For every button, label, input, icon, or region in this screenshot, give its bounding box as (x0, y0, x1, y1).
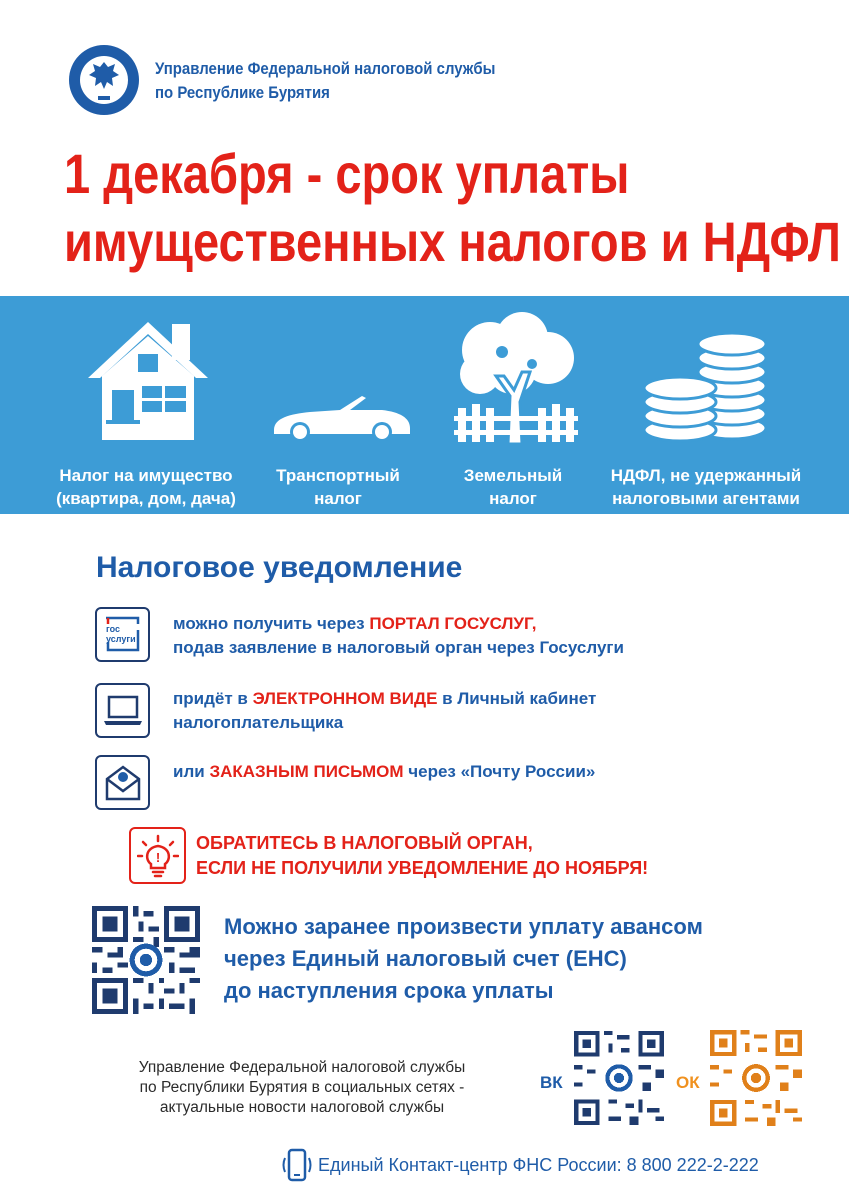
tree-fence-icon (452, 312, 582, 444)
qr-code-ens[interactable] (92, 906, 200, 1014)
qr-code-vk[interactable] (574, 1030, 664, 1126)
notice-item-line1 (173, 687, 596, 711)
envelope-box (95, 755, 150, 810)
notice-item-gosuslugi (173, 612, 624, 660)
ok-label: ОК (676, 1073, 700, 1092)
notice-item-text: придёт в (173, 689, 253, 708)
social-networks-text (92, 1058, 512, 1118)
tax-caption-line1: Налог на имущество (59, 466, 233, 485)
notice-item-text: или (173, 762, 210, 781)
notice-item-highlight: ЗАКАЗНЫМ ПИСЬМОМ (209, 762, 404, 781)
org-title (155, 57, 525, 105)
notice-item-text: в Личный кабинет (437, 689, 597, 708)
social-line1: Управление Федеральной налоговой службы (138, 1059, 466, 1076)
tax-caption-line2: налоговыми агентами (612, 489, 800, 508)
notice-item-highlight: ПОРТАЛ ГОСУСЛУГ, (369, 614, 537, 633)
org-title-line1: Управление Федеральной налоговой службы (155, 59, 496, 78)
notice-item-line2: налогоплательщика (173, 713, 344, 732)
svg-text:!: ! (155, 850, 161, 865)
social-line3: актуальные новости налоговой службы (159, 1099, 445, 1116)
tax-caption-line2: (квартира, дом, дача) (56, 489, 236, 508)
tax-caption-line1: Транспортный (276, 466, 400, 485)
laptop-box (95, 683, 150, 738)
qr-code-ok[interactable] (710, 1030, 802, 1126)
warning-text (196, 831, 648, 881)
tax-caption-line2: налог (489, 489, 537, 508)
tax-land-caption (440, 464, 586, 510)
advance-line2: через Единый налоговый счет (ЕНС) (224, 946, 627, 971)
gosuslugi-logo-text-1: гос (106, 624, 121, 634)
advance-line1: Можно заранее произвести уплату авансом (224, 914, 703, 939)
notice-item-mail (173, 760, 595, 784)
laptop-icon (102, 693, 144, 729)
advance-line3: до наступления срока уплаты (224, 978, 554, 1003)
notice-title: Налоговое уведомление (96, 551, 463, 584)
headline-line1: 1 декабря - срок уплаты (64, 142, 630, 205)
notice-item-text: через «Почту России» (403, 762, 596, 781)
notice-item-electronic (173, 687, 596, 735)
headline-line2: имущественных налогов и НДФЛ (64, 210, 841, 273)
envelope-icon (103, 763, 143, 803)
phone-icon (282, 1148, 312, 1182)
advance-payment-text (224, 911, 703, 1007)
car-icon (270, 392, 414, 444)
tax-types-band (0, 296, 849, 514)
gosuslugi-logo-text-2: услуги (106, 634, 136, 644)
tax-caption-line2: налог (314, 489, 362, 508)
fns-emblem-logo (68, 44, 140, 116)
contact-center-text[interactable]: Единый Контакт-центр ФНС России: 8 800 222-2-222 (318, 1155, 759, 1175)
warning-box (129, 827, 186, 884)
warning-line2: ЕСЛИ НЕ ПОЛУЧИЛИ УВЕДОМЛЕНИЕ ДО НОЯБРЯ! (196, 858, 649, 878)
house-icon (86, 316, 210, 442)
org-title-line2: по Республике Бурятия (155, 83, 330, 102)
tax-caption-line1: НДФЛ, не удержанный (610, 466, 802, 485)
social-line2: по Республики Бурятия в социальных сетях - (139, 1079, 465, 1096)
coins-icon (640, 328, 770, 446)
notice-item-text: можно получить через (173, 614, 370, 633)
vk-label: ВК (540, 1073, 563, 1092)
tax-ndfl-caption (586, 464, 826, 510)
lightbulb-icon (137, 834, 179, 878)
tax-property-caption (28, 464, 264, 510)
notice-item-line1 (173, 612, 624, 636)
tax-caption-line1: Земельный (463, 466, 563, 485)
notice-item-highlight: ЭЛЕКТРОННОМ ВИДЕ (252, 689, 438, 708)
notice-item-line2: подав заявление в налоговый орган через Госуслуги (173, 638, 624, 657)
gosuslugi-logo (95, 607, 150, 662)
headline (64, 140, 841, 276)
warning-line1: ОБРАТИТЕСЬ В НАЛОГОВЫЙ ОРГАН, (196, 833, 533, 853)
tax-transport-caption (258, 464, 418, 510)
